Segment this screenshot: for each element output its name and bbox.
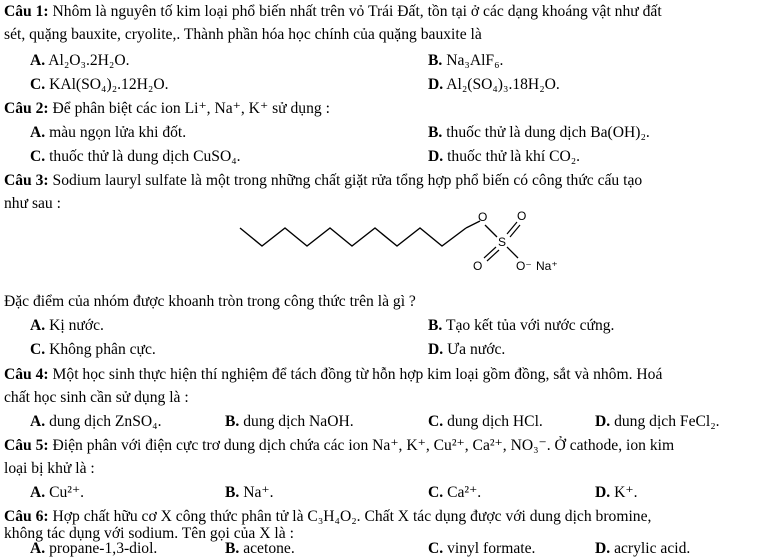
- question-1-text-1: Nhôm là nguyên tố kim loại phổ biến nhất trên vỏ Trái Đất, tồn tại ở các dạng khoáng vật như đất: [52, 3, 662, 20]
- q3-option-a[interactable]: A. Kị nước.: [30, 317, 104, 334]
- question-2-label: Câu 2:: [4, 100, 49, 117]
- question-5-label: Câu 5:: [4, 437, 49, 454]
- q1-option-d[interactable]: D. Al₂(SO₄)₃.18H₂O.: [428, 76, 560, 93]
- atom-s: S: [498, 235, 507, 249]
- atom-o-bridge: O: [478, 210, 488, 224]
- question-6-line-1: [4, 509, 651, 525]
- q1-option-c[interactable]: C. KAl(SO₄)₂.12H₂O.: [30, 76, 169, 93]
- question-5-line-1: [4, 438, 674, 454]
- question-1-line-2: sét, quặng bauxite, cryolite,. Thành phần hóa học chính của quặng bauxite là: [4, 26, 482, 43]
- sulfur-double-bond-down-1: [484, 247, 496, 258]
- question-5-text-1: Điện phân với điện cực trơ dung dịch chứa các ion Na⁺, K⁺, Cu²⁺, Ca²⁺, NO₃⁻. Ở cathode, ion kim: [52, 437, 675, 454]
- alkyl-chain: [240, 228, 466, 246]
- question-3-text-1: Sodium lauryl sulfate là một trong những chất giặt rửa tổng hợp phổ biến có công thức cấu tạo: [52, 172, 643, 189]
- q6-option-b[interactable]: B. acetone.: [225, 540, 295, 557]
- q3-option-b[interactable]: B. Tạo kết tủa với nước cứng.: [428, 317, 615, 334]
- q2-option-c[interactable]: C. thuốc thử là dung dịch CuSO₄.: [30, 148, 241, 165]
- oxygen-to-sulfur-bond: [485, 225, 497, 237]
- question-4-text-1: Một học sinh thực hiện thí nghiệm để tách đồng từ hỗn hợp kim loại gồm đồng, sắt và nhôm. Hoá: [52, 366, 663, 383]
- q3-option-d[interactable]: D. Ưa nước.: [428, 341, 506, 358]
- q2-option-b[interactable]: B. thuốc thử là dung dịch Ba(OH)₂.: [428, 124, 650, 141]
- question-3-line-1: [4, 173, 642, 189]
- question-5-line-2: loại bị khử là :: [4, 460, 95, 477]
- question-3-line-2: như sau :: [4, 195, 61, 212]
- question-3-label: Câu 3:: [4, 172, 49, 189]
- q4-option-b[interactable]: B. dung dịch NaOH.: [225, 413, 354, 430]
- q5-option-b[interactable]: B. Na⁺.: [225, 484, 274, 501]
- question-6-text-1: Hợp chất hữu cơ X công thức phân tử là C₃H₄O₂. Chất X tác dụng được với dung dịch bromine,: [52, 508, 652, 525]
- q5-option-a[interactable]: A. Cu²⁺.: [30, 484, 85, 501]
- question-1-line-1: [4, 4, 662, 20]
- q6-option-a[interactable]: A. propane-1,3-diol.: [30, 540, 158, 557]
- sulfur-double-bond-up-1: [507, 222, 517, 234]
- question-3-question: Đặc điểm của nhóm được khoanh tròn trong công thức trên là gì ?: [4, 293, 416, 310]
- atom-o-top: O: [517, 209, 527, 223]
- q5-option-c[interactable]: C. Ca²⁺.: [428, 484, 482, 501]
- q1-option-a[interactable]: A. Al₂O₃.2H₂O.: [30, 52, 130, 69]
- sulfur-to-oxide-bond: [507, 247, 518, 258]
- q4-option-c[interactable]: C. dung dịch HCl.: [428, 413, 543, 430]
- atom-na-plus: Na⁺: [536, 259, 558, 273]
- atom-o-bottom: O: [473, 259, 483, 273]
- sulfur-double-bond-up-2: [510, 225, 520, 237]
- q1-option-b[interactable]: B. Na₃AlF₆.: [428, 52, 504, 69]
- atom-o-minus: O⁻: [516, 259, 532, 273]
- sulfur-double-bond-down-2: [487, 250, 499, 261]
- question-4-line-2: chất học sinh cần sử dụng là :: [4, 389, 189, 406]
- q5-option-d[interactable]: D. K⁺.: [595, 484, 638, 501]
- q6-option-c[interactable]: C. vinyl formate.: [428, 540, 536, 557]
- question-4-line-1: [4, 367, 662, 383]
- q3-option-c[interactable]: C. Không phân cực.: [30, 341, 156, 358]
- q4-option-a[interactable]: A. dung dịch ZnSO₄.: [30, 413, 162, 430]
- q2-option-a[interactable]: A. màu ngọn lửa khi đốt.: [30, 124, 187, 141]
- q2-option-d[interactable]: D. thuốc thử là khí CO₂.: [428, 148, 581, 165]
- question-2-line-1: [4, 101, 330, 117]
- question-6-line-2: không tác dụng với sodium. Tên gọi của X là :: [4, 525, 294, 542]
- q4-option-d[interactable]: D. dung dịch FeCl₂.: [595, 413, 720, 430]
- question-6-label: Câu 6:: [4, 508, 49, 525]
- question-2-text: Để phân biệt các ion Li⁺, Na⁺, K⁺ sử dụng :: [52, 100, 330, 117]
- question-1-label: Câu 1:: [4, 3, 49, 20]
- sodium-lauryl-sulfate-structure: [0, 200, 783, 300]
- q6-option-d[interactable]: D. acrylic acid.: [595, 540, 691, 557]
- question-4-label: Câu 4:: [4, 366, 49, 383]
